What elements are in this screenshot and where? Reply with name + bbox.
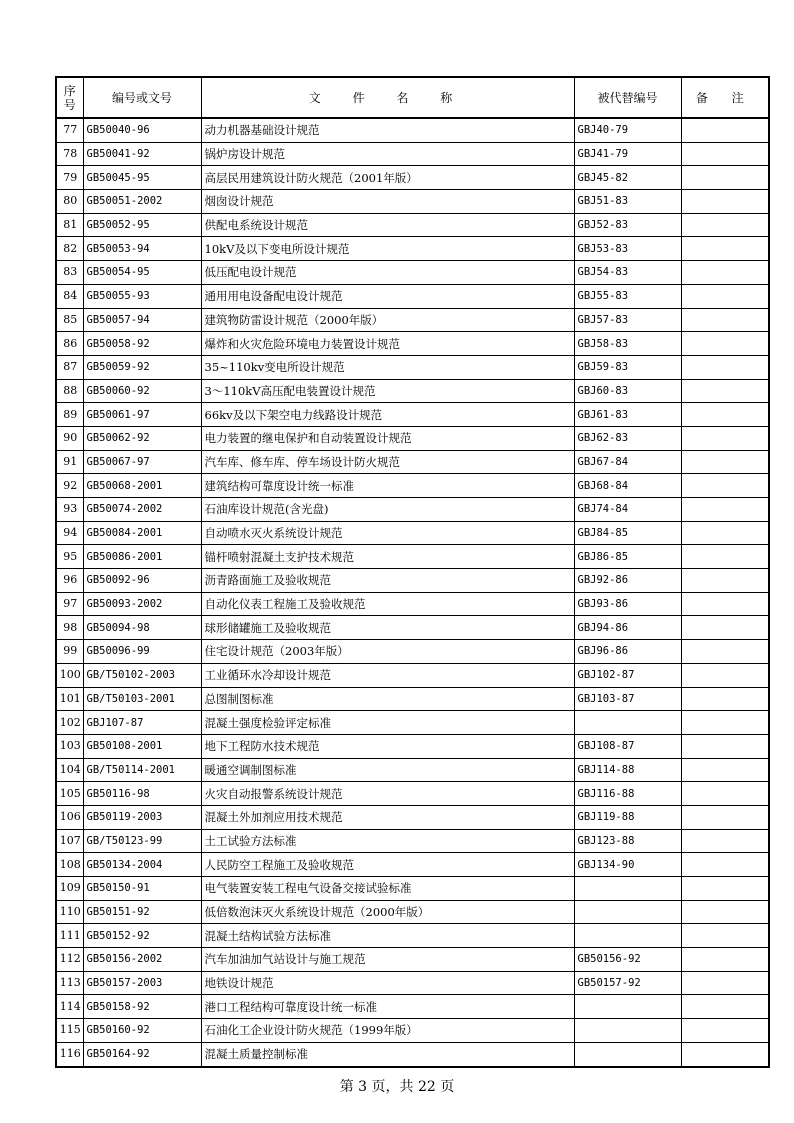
cell-code: GB50040-96	[83, 118, 201, 142]
cell-replaced	[574, 1019, 681, 1043]
header-seq: 序号	[56, 77, 83, 118]
table-row	[56, 355, 769, 379]
cell-seq: 104	[56, 758, 83, 782]
cell-replaced: GBJ84-85	[574, 521, 681, 545]
cell-name: 3～110kV高压配电装置设计规范	[201, 379, 574, 403]
cell-replaced: GBJ61-83	[574, 403, 681, 427]
cell-remark	[681, 971, 769, 995]
cell-name: 暖通空调制图标准	[201, 758, 574, 782]
cell-remark	[681, 640, 769, 664]
cell-seq: 105	[56, 782, 83, 806]
table-row	[56, 782, 769, 806]
cell-replaced	[574, 1042, 681, 1066]
cell-replaced: GBJ51-83	[574, 190, 681, 214]
cell-seq: 111	[56, 924, 83, 948]
cell-name: 35~110kv变电所设计规范	[201, 355, 574, 379]
cell-name: 低倍数泡沫灭火系统设计规范（2000年版）	[201, 900, 574, 924]
cell-seq: 100	[56, 663, 83, 687]
cell-seq: 108	[56, 853, 83, 877]
cell-seq: 77	[56, 118, 83, 142]
cell-code: GB50108-2001	[83, 734, 201, 758]
cell-code: GB50164-92	[83, 1042, 201, 1066]
cell-seq: 97	[56, 592, 83, 616]
cell-remark	[681, 829, 769, 853]
cell-remark	[681, 1042, 769, 1066]
header-replaced: 被代替编号	[574, 77, 681, 118]
table-row	[56, 545, 769, 569]
cell-code: GB50060-92	[83, 379, 201, 403]
cell-remark	[681, 948, 769, 972]
cell-name: 66kv及以下架空电力线路设计规范	[201, 403, 574, 427]
cell-code: GB50157-2003	[83, 971, 201, 995]
cell-name: 土工试验方法标准	[201, 829, 574, 853]
cell-replaced	[574, 900, 681, 924]
cell-replaced: GBJ60-83	[574, 379, 681, 403]
cell-code: GB50116-98	[83, 782, 201, 806]
cell-remark	[681, 711, 769, 735]
table-row	[56, 474, 769, 498]
cell-replaced: GBJ68-84	[574, 474, 681, 498]
cell-replaced: GB50157-92	[574, 971, 681, 995]
cell-replaced: GBJ103-87	[574, 687, 681, 711]
cell-code: GB50057-94	[83, 308, 201, 332]
cell-code: GB50160-92	[83, 1019, 201, 1043]
cell-code: GB50074-2002	[83, 498, 201, 522]
cell-seq: 99	[56, 640, 83, 664]
cell-name: 混凝土强度检验评定标准	[201, 711, 574, 735]
cell-name: 工业循环水冷却设计规范	[201, 663, 574, 687]
cell-name: 烟囱设计规范	[201, 190, 574, 214]
cell-seq: 109	[56, 877, 83, 901]
cell-seq: 106	[56, 805, 83, 829]
cell-code: GB50053-94	[83, 237, 201, 261]
cell-seq: 107	[56, 829, 83, 853]
table-row	[56, 569, 769, 593]
table-row	[56, 995, 769, 1019]
header-name: 文 件 名 称	[201, 77, 574, 118]
cell-name: 石油库设计规范(含光盘)	[201, 498, 574, 522]
cell-seq: 83	[56, 261, 83, 285]
cell-seq: 116	[56, 1042, 83, 1066]
cell-seq: 93	[56, 498, 83, 522]
cell-seq: 81	[56, 213, 83, 237]
cell-code: GB50045-95	[83, 166, 201, 190]
cell-seq: 114	[56, 995, 83, 1019]
cell-replaced: GBJ52-83	[574, 213, 681, 237]
cell-replaced: GBJ114-88	[574, 758, 681, 782]
cell-name: 爆炸和火灾危险环境电力装置设计规范	[201, 332, 574, 356]
cell-replaced	[574, 711, 681, 735]
cell-replaced: GBJ55-83	[574, 284, 681, 308]
cell-name: 球形储罐施工及验收规范	[201, 616, 574, 640]
cell-code: GB50059-92	[83, 355, 201, 379]
table-row	[56, 308, 769, 332]
cell-name: 火灾自动报警系统设计规范	[201, 782, 574, 806]
cell-replaced: GBJ74-84	[574, 498, 681, 522]
cell-code: GB50096-99	[83, 640, 201, 664]
cell-code: GB50134-2004	[83, 853, 201, 877]
cell-remark	[681, 308, 769, 332]
table-row	[56, 521, 769, 545]
cell-seq: 98	[56, 616, 83, 640]
cell-name: 自动化仪表工程施工及验收规范	[201, 592, 574, 616]
cell-remark	[681, 332, 769, 356]
cell-name: 动力机器基础设计规范	[201, 118, 574, 142]
table-row	[56, 190, 769, 214]
cell-remark	[681, 569, 769, 593]
cell-replaced	[574, 877, 681, 901]
cell-seq: 115	[56, 1019, 83, 1043]
cell-seq: 90	[56, 426, 83, 450]
cell-replaced: GBJ54-83	[574, 261, 681, 285]
table-row	[56, 261, 769, 285]
table-row	[56, 805, 769, 829]
cell-replaced: GB50156-92	[574, 948, 681, 972]
cell-code: GB/T50114-2001	[83, 758, 201, 782]
table-row	[56, 592, 769, 616]
cell-name: 建筑物防雷设计规范（2000年版）	[201, 308, 574, 332]
cell-remark	[681, 237, 769, 261]
cell-code: GB50054-95	[83, 261, 201, 285]
table-row	[56, 284, 769, 308]
table-row	[56, 332, 769, 356]
cell-name: 10kV及以下变电所设计规范	[201, 237, 574, 261]
standards-table	[55, 76, 770, 1068]
table-row	[56, 758, 769, 782]
cell-seq: 102	[56, 711, 83, 735]
cell-name: 混凝土质量控制标准	[201, 1042, 574, 1066]
cell-remark	[681, 995, 769, 1019]
cell-replaced: GBJ96-86	[574, 640, 681, 664]
cell-replaced: GBJ41-79	[574, 142, 681, 166]
cell-seq: 82	[56, 237, 83, 261]
cell-replaced	[574, 995, 681, 1019]
page-footer: 第 3 页，共 22 页	[339, 1079, 455, 1095]
cell-seq: 103	[56, 734, 83, 758]
cell-code: GB50068-2001	[83, 474, 201, 498]
table-row	[56, 687, 769, 711]
table-row	[56, 853, 769, 877]
table-row	[56, 711, 769, 735]
cell-code: GB50067-97	[83, 450, 201, 474]
cell-remark	[681, 758, 769, 782]
cell-code: GB50061-97	[83, 403, 201, 427]
table-row	[56, 734, 769, 758]
cell-name: 住宅设计规范（2003年版）	[201, 640, 574, 664]
table-row	[56, 829, 769, 853]
header-code: 编号或文号	[83, 77, 201, 118]
cell-remark	[681, 687, 769, 711]
cell-code: GB50084-2001	[83, 521, 201, 545]
cell-replaced: GBJ59-83	[574, 355, 681, 379]
cell-remark	[681, 498, 769, 522]
cell-name: 地下工程防水技术规范	[201, 734, 574, 758]
cell-name: 锅炉房设计规范	[201, 142, 574, 166]
cell-name: 建筑结构可靠度设计统一标准	[201, 474, 574, 498]
cell-remark	[681, 545, 769, 569]
cell-replaced: GBJ58-83	[574, 332, 681, 356]
cell-remark	[681, 734, 769, 758]
cell-name: 高层民用建筑设计防火规范（2001年版）	[201, 166, 574, 190]
cell-remark	[681, 877, 769, 901]
cell-replaced: GBJ119-88	[574, 805, 681, 829]
cell-seq: 84	[56, 284, 83, 308]
table-row	[56, 426, 769, 450]
cell-remark	[681, 782, 769, 806]
cell-code: GB50058-92	[83, 332, 201, 356]
cell-remark	[681, 521, 769, 545]
table-row	[56, 166, 769, 190]
cell-replaced	[574, 924, 681, 948]
cell-name: 通用用电设备配电设计规范	[201, 284, 574, 308]
cell-name: 低压配电设计规范	[201, 261, 574, 285]
cell-name: 供配电系统设计规范	[201, 213, 574, 237]
cell-name: 混凝土外加剂应用技术规范	[201, 805, 574, 829]
table-row	[56, 1042, 769, 1066]
cell-code: GB50055-93	[83, 284, 201, 308]
table-row	[56, 213, 769, 237]
cell-seq: 86	[56, 332, 83, 356]
table-row	[56, 118, 769, 142]
cell-replaced: GBJ134-90	[574, 853, 681, 877]
cell-replaced: GBJ67-84	[574, 450, 681, 474]
cell-code: GB50158-92	[83, 995, 201, 1019]
cell-remark	[681, 924, 769, 948]
cell-code: GB50150-91	[83, 877, 201, 901]
cell-replaced: GBJ45-82	[574, 166, 681, 190]
table-row	[56, 403, 769, 427]
cell-remark	[681, 379, 769, 403]
cell-remark	[681, 1019, 769, 1043]
cell-seq: 96	[56, 569, 83, 593]
cell-code: GB50086-2001	[83, 545, 201, 569]
table-row	[56, 640, 769, 664]
cell-remark	[681, 900, 769, 924]
cell-seq: 80	[56, 190, 83, 214]
cell-replaced: GBJ94-86	[574, 616, 681, 640]
cell-name: 沥青路面施工及验收规范	[201, 569, 574, 593]
cell-code: GB50094-98	[83, 616, 201, 640]
cell-seq: 112	[56, 948, 83, 972]
cell-code: GB50052-95	[83, 213, 201, 237]
cell-name: 电气装置安装工程电气设备交接试验标准	[201, 877, 574, 901]
cell-seq: 78	[56, 142, 83, 166]
cell-code: GB/T50102-2003	[83, 663, 201, 687]
cell-remark	[681, 853, 769, 877]
cell-code: GB50156-2002	[83, 948, 201, 972]
cell-remark	[681, 261, 769, 285]
table-row	[56, 142, 769, 166]
cell-replaced: GBJ93-86	[574, 592, 681, 616]
cell-code: GB50152-92	[83, 924, 201, 948]
cell-remark	[681, 142, 769, 166]
cell-seq: 92	[56, 474, 83, 498]
cell-seq: 91	[56, 450, 83, 474]
cell-name: 港口工程结构可靠度设计统一标准	[201, 995, 574, 1019]
cell-replaced: GBJ102-87	[574, 663, 681, 687]
table-row	[56, 1019, 769, 1043]
cell-remark	[681, 118, 769, 142]
cell-remark	[681, 403, 769, 427]
cell-code: GB50151-92	[83, 900, 201, 924]
cell-replaced: GBJ57-83	[574, 308, 681, 332]
table-row	[56, 877, 769, 901]
cell-name: 地铁设计规范	[201, 971, 574, 995]
cell-code: GB/T50103-2001	[83, 687, 201, 711]
cell-remark	[681, 166, 769, 190]
cell-name: 总图制图标准	[201, 687, 574, 711]
cell-remark	[681, 190, 769, 214]
cell-remark	[681, 474, 769, 498]
cell-seq: 95	[56, 545, 83, 569]
table-row	[56, 237, 769, 261]
cell-seq: 113	[56, 971, 83, 995]
cell-remark	[681, 663, 769, 687]
table-body	[56, 118, 769, 1067]
cell-replaced: GBJ86-85	[574, 545, 681, 569]
table-row	[56, 450, 769, 474]
cell-code: GBJ107-87	[83, 711, 201, 735]
table-row	[56, 616, 769, 640]
cell-replaced: GBJ92-86	[574, 569, 681, 593]
cell-seq: 85	[56, 308, 83, 332]
cell-name: 电力装置的继电保护和自动装置设计规范	[201, 426, 574, 450]
table-row	[56, 498, 769, 522]
cell-replaced: GBJ62-83	[574, 426, 681, 450]
cell-remark	[681, 355, 769, 379]
cell-seq: 89	[56, 403, 83, 427]
cell-replaced: GBJ53-83	[574, 237, 681, 261]
cell-remark	[681, 592, 769, 616]
cell-name: 自动喷水灭火系统设计规范	[201, 521, 574, 545]
cell-remark	[681, 616, 769, 640]
cell-code: GB50051-2002	[83, 190, 201, 214]
table-row	[56, 924, 769, 948]
cell-seq: 88	[56, 379, 83, 403]
cell-remark	[681, 284, 769, 308]
cell-remark	[681, 805, 769, 829]
cell-code: GB50041-92	[83, 142, 201, 166]
cell-remark	[681, 426, 769, 450]
cell-seq: 87	[56, 355, 83, 379]
cell-code: GB50062-92	[83, 426, 201, 450]
cell-seq: 94	[56, 521, 83, 545]
cell-name: 汽车加油加气站设计与施工规范	[201, 948, 574, 972]
cell-name: 人民防空工程施工及验收规范	[201, 853, 574, 877]
table-row	[56, 379, 769, 403]
table-row	[56, 948, 769, 972]
cell-replaced: GBJ40-79	[574, 118, 681, 142]
cell-seq: 79	[56, 166, 83, 190]
table-row	[56, 900, 769, 924]
cell-seq: 110	[56, 900, 83, 924]
cell-code: GB50119-2003	[83, 805, 201, 829]
cell-remark	[681, 213, 769, 237]
cell-name: 石油化工企业设计防火规范（1999年版）	[201, 1019, 574, 1043]
header-remark: 备 注	[681, 77, 769, 118]
cell-replaced: GBJ108-87	[574, 734, 681, 758]
cell-remark	[681, 450, 769, 474]
cell-name: 汽车库、修车库、停车场设计防火规范	[201, 450, 574, 474]
cell-name: 混凝土结构试验方法标准	[201, 924, 574, 948]
table-row	[56, 971, 769, 995]
table-header-row	[56, 77, 769, 118]
table-row	[56, 663, 769, 687]
cell-code: GB50092-96	[83, 569, 201, 593]
cell-seq: 101	[56, 687, 83, 711]
cell-replaced: GBJ123-88	[574, 829, 681, 853]
cell-code: GB/T50123-99	[83, 829, 201, 853]
cell-code: GB50093-2002	[83, 592, 201, 616]
cell-replaced: GBJ116-88	[574, 782, 681, 806]
cell-name: 锚杆喷射混凝土支护技术规范	[201, 545, 574, 569]
